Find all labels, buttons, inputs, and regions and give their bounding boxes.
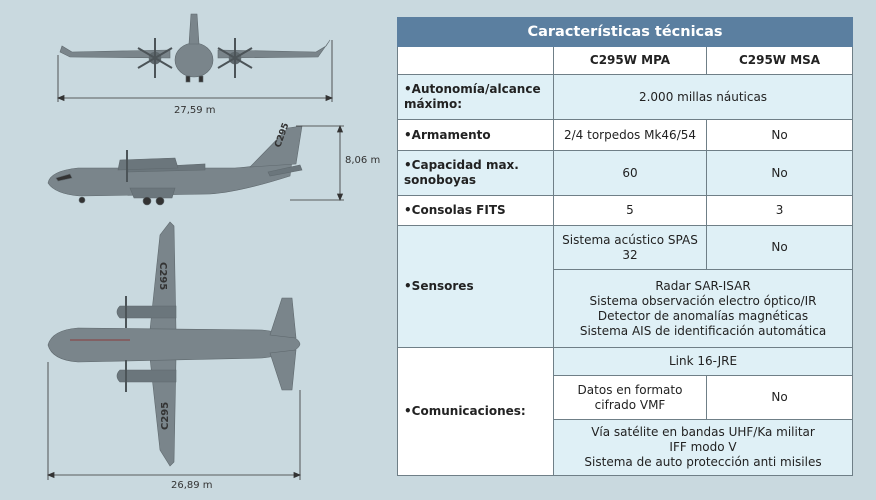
top-view-aircraft xyxy=(48,222,300,466)
cell-comunicaciones-merged xyxy=(554,420,853,476)
cell-armamento-msa: No xyxy=(707,120,853,151)
comunicaciones-line: Sistema de auto protección anti misiles xyxy=(584,455,822,469)
cell-comunicaciones-msa: No xyxy=(707,376,853,420)
cell-sensores-merged xyxy=(554,270,853,348)
header-empty-cell xyxy=(398,47,554,75)
sensores-line: Detector de anomalías magnéticas xyxy=(597,308,809,323)
cell-sonoboyas-mpa: 60 xyxy=(554,151,707,196)
row-label-consolas: •Consolas FITS xyxy=(398,196,554,226)
front-span-label: 27,59 m xyxy=(174,105,216,116)
row-label-armamento: •Armamento xyxy=(398,120,554,151)
cell-armamento-mpa: 2/4 torpedos Mk46/54 xyxy=(554,120,707,151)
row-label-autonomia: •Autonomía/alcance máximo: xyxy=(398,75,554,120)
cell-comunicaciones-mpa: Datos en formato cifrado VMF xyxy=(554,376,707,420)
specifications-table xyxy=(397,17,853,476)
aircraft-drawings-svg xyxy=(0,0,390,500)
comunicaciones-line: IFF modo V xyxy=(669,440,737,454)
cell-autonomia-merged: 2.000 millas náuticas xyxy=(554,75,853,120)
table-title: Características técnicas xyxy=(398,18,853,47)
row-label-comunicaciones: •Comunicaciones: xyxy=(398,348,554,476)
cell-comunicaciones-top: Link 16-JRE xyxy=(554,348,853,376)
row-label-sonoboyas: •Capacidad max. sonoboyas xyxy=(398,151,554,196)
sensores-line: Sistema observación electro óptico/IR xyxy=(589,293,817,308)
sensores-line: Sistema AIS de identificación automática xyxy=(579,323,827,338)
comunicaciones-line: Vía satélite en bandas UHF/Ka militar xyxy=(591,425,815,439)
row-label-sensores: •Sensores xyxy=(398,226,554,348)
aircraft-drawings xyxy=(0,0,390,500)
sensores-line: Radar SAR-ISAR xyxy=(655,278,751,293)
side-view-aircraft xyxy=(48,126,302,205)
top-length-label: 26,89 m xyxy=(171,480,213,491)
column-header-mpa: C295W MPA xyxy=(554,47,707,75)
cell-consolas-mpa: 5 xyxy=(554,196,707,226)
front-view-aircraft xyxy=(60,14,330,82)
side-height-label: 8,06 m xyxy=(345,155,381,166)
top-wing-marking-lower: C295 xyxy=(160,401,171,430)
side-fuselage-marking: C295 xyxy=(273,121,292,150)
cell-sensores-mpa: Sistema acústico SPAS 32 xyxy=(554,226,707,270)
cell-consolas-msa: 3 xyxy=(707,196,853,226)
top-wing-marking-upper: C295 xyxy=(157,262,168,291)
column-header-msa: C295W MSA xyxy=(707,47,853,75)
cell-sonoboyas-msa: No xyxy=(707,151,853,196)
cell-sensores-msa: No xyxy=(707,226,853,270)
